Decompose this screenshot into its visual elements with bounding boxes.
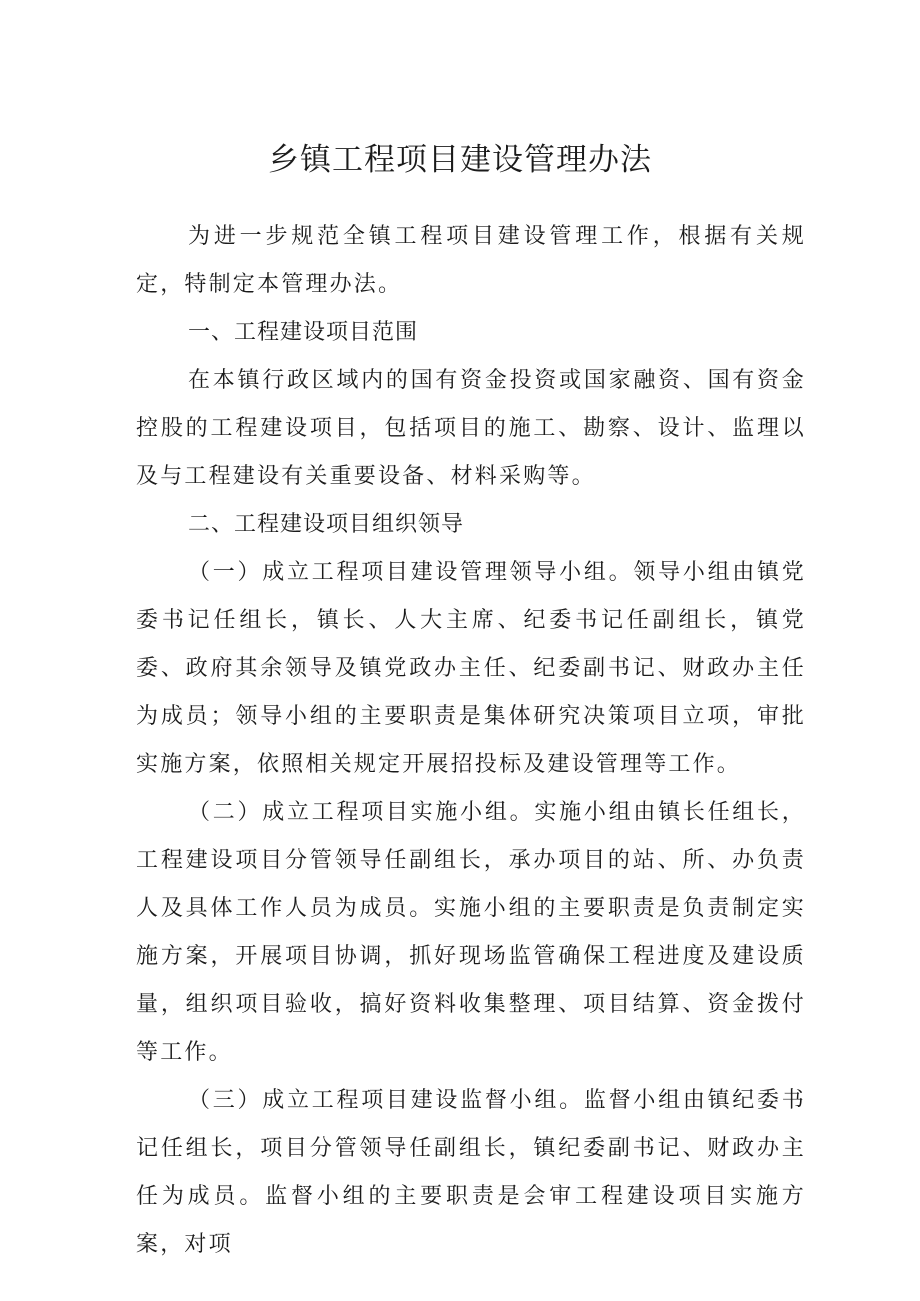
section-heading-organization: 二、工程建设项目组织领导 [188, 512, 465, 537]
document-body [136, 213, 806, 1269]
scope-paragraph: 在本镇行政区域内的国有资金投资或国家融资、国有资金控股的工程建设项目，包括项目的施工、勘察、设计、监理以及与工程建设有关重要设备、材料采购等。 [136, 368, 806, 489]
intro-paragraph: 为进一步规范全镇工程项目建设管理工作，根据有关规定，特制定本管理办法。 [136, 224, 806, 297]
section-heading-scope: 一、工程建设项目范围 [188, 320, 419, 345]
leadership-group-paragraph: （一）成立工程项目建设管理领导小组。领导小组由镇党委书记任组长，镇长、人大主席、纪委书记任副组长，镇党委、政府其余领导及镇党政办主任、纪委副书记、财政办主任为成员；领导小组的主要职责是集体研究决策项目立项，审批实施方案，依照相关规定开展招投标及建设管理等工作。 [136, 560, 806, 777]
document-title: 乡镇工程项目建设管理办法 [268, 142, 652, 178]
supervision-group-paragraph: （三）成立工程项目建设监督小组。监督小组由镇纪委书记任组长，项目分管领导任副组长，镇纪委副书记、财政办主任为成员。监督小组的主要职责是会审工程建设项目实施方案，对项 [136, 1088, 806, 1257]
implementation-group-paragraph: （二）成立工程项目实施小组。实施小组由镇长任组长，工程建设项目分管领导任副组长，承办项目的站、所、办负责人及具体工作人员为成员。实施小组的主要职责是负责制定实施方案，开展项目协调，抓好现场监管确保工程进度及建设质量，组织项目验收，搞好资料收集整理、项目结算、资金拨付等工作。 [136, 800, 806, 1065]
